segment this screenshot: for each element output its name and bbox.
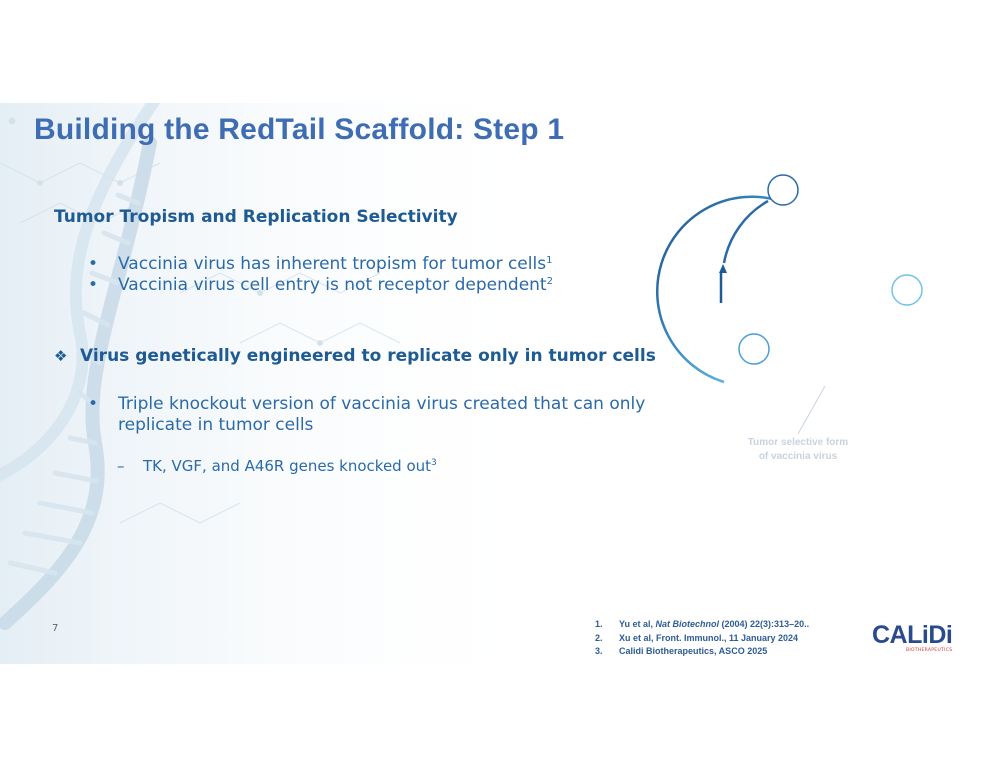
footnote-ref: 1 [546, 255, 553, 266]
dna-helix-background [0, 103, 991, 664]
list-item [88, 275, 553, 296]
footnote-ref: 3 [431, 458, 437, 468]
diagram-callout-line [798, 386, 825, 434]
reference-item [595, 618, 809, 632]
cycle-ring-top-arc [724, 201, 768, 263]
reference-item [595, 645, 809, 659]
sub-bullet-text: TK, VGF, and A46R genes knocked out [143, 457, 432, 475]
diagram-label-line: of vaccinia virus [758, 451, 838, 462]
bullet-text: Vaccinia virus cell entry is not receptor dependent [118, 275, 547, 295]
bullet-dot-icon: • [88, 254, 99, 274]
sub-bullet [117, 457, 437, 475]
diamond-bullet-icon: ❖ [54, 347, 68, 365]
diagram-label [728, 436, 868, 464]
company-logo [872, 623, 952, 653]
reference-item [595, 632, 809, 646]
bullet-dot-icon: • [88, 275, 99, 295]
journal-name: Nat Biotechnol [655, 619, 720, 629]
major-point [54, 346, 656, 366]
slide [0, 103, 991, 664]
bullet-text: Triple knockout version of vaccinia virus created that can only replicate in tumor cells [118, 394, 646, 435]
reference-number: 2. [595, 632, 603, 643]
logo-subtext: BIOTHERAPEUTICS [905, 648, 953, 653]
reference-number: 3. [595, 646, 603, 656]
reference-text: (2004) 22(3):313–20.. [719, 619, 810, 629]
major-point-text: Virus genetically engineered to replicate only in tumor cells [80, 346, 656, 366]
bullet-list-tropism [88, 254, 553, 296]
cycle-node-top [768, 175, 798, 205]
reference-text: Yu et al, [619, 619, 656, 629]
list-item [88, 254, 553, 275]
footnote-ref: 2 [546, 276, 553, 287]
bullet-dot-icon: • [88, 394, 99, 414]
diagram-label-line: Tumor selective form [747, 437, 849, 448]
reference-text: Xu et al, Front. Immunol., 11 January 2024 [619, 632, 799, 643]
list-item [88, 394, 688, 436]
cycle-node-left [739, 334, 769, 364]
dash-bullet-icon: – [117, 457, 125, 475]
reference-text: Calidi Biotherapeutics, ASCO 2025 [619, 646, 768, 656]
cycle-arrow-icon [719, 264, 727, 273]
section-subheading: Tumor Tropism and Replication Selectivity [54, 207, 458, 227]
references-list [595, 618, 809, 659]
slide-title: Building the RedTail Scaffold: Step 1 [34, 113, 565, 146]
bullet-list-engineering [88, 394, 688, 436]
reference-number: 1. [595, 619, 603, 629]
page-number: 7 [52, 623, 59, 634]
cycle-node-right [892, 275, 922, 305]
virus-cycle-diagram [657, 175, 922, 434]
bullet-text: Vaccinia virus has inherent tropism for tumor cells [118, 254, 547, 274]
logo-wordmark: CALiDi [872, 621, 953, 649]
